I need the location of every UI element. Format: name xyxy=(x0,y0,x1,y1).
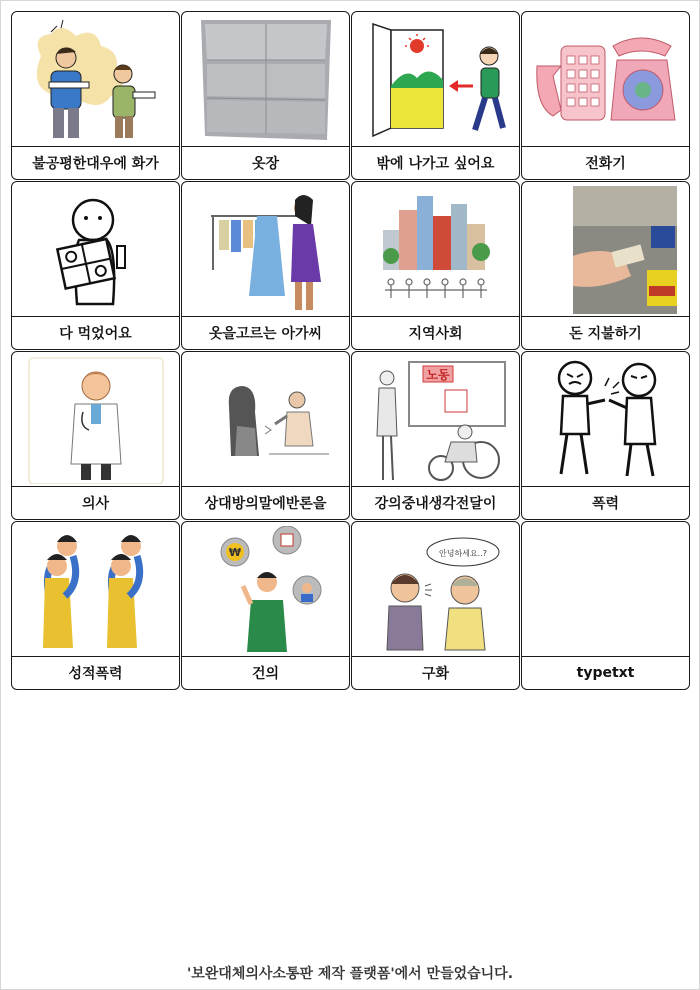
violence-icon xyxy=(522,352,689,488)
footer-credit: '보완대체의사소통판 제작 플랫폼'에서 만들었습니다. xyxy=(186,966,514,982)
community-icon xyxy=(352,182,519,318)
symbol-label: typetxt xyxy=(522,656,689,689)
symbol-card-paying[interactable] xyxy=(521,181,690,350)
symbol-card-lecture-opinion[interactable] xyxy=(351,351,520,520)
symbol-label: 의사 xyxy=(12,486,179,519)
suggestion-icon xyxy=(182,522,349,658)
symbol-label: 다 먹었어요 xyxy=(12,316,179,349)
speech-bubble-text: 안녕하세요..? xyxy=(438,549,487,558)
symbol-label: 밖에 나가고 싶어요 xyxy=(352,146,519,179)
paying-money-icon xyxy=(522,182,689,318)
symbol-label: 옷장 xyxy=(182,146,349,179)
lecture-opinion-icon xyxy=(352,352,519,488)
symbol-label: 불공평한대우에 화가 xyxy=(12,146,179,179)
symbol-card-speech[interactable] xyxy=(351,521,520,690)
symbol-label: 구화 xyxy=(352,656,519,689)
speech-icon xyxy=(352,522,519,658)
wardrobe-icon xyxy=(182,12,349,148)
empty-picture-area xyxy=(522,522,689,658)
sexual-violence-icon xyxy=(12,522,179,658)
counter-argument-icon xyxy=(182,352,349,488)
going-outside-icon xyxy=(352,12,519,148)
symbol-label: 옷을고르는 아가씨 xyxy=(182,316,349,349)
symbol-card-sexual-violence[interactable] xyxy=(11,521,180,690)
symbol-card-phone[interactable] xyxy=(521,11,690,180)
doctor-icon xyxy=(12,352,179,488)
symbol-card-suggestion[interactable] xyxy=(181,521,350,690)
choosing-clothes-icon xyxy=(182,182,349,318)
symbol-label: 강의중내생각전달이 xyxy=(352,486,519,519)
telephone-icon xyxy=(522,12,689,148)
symbol-board xyxy=(11,11,690,690)
symbol-label: 돈 지불하기 xyxy=(522,316,689,349)
symbol-card-violence[interactable] xyxy=(521,351,690,520)
finished-eating-icon xyxy=(12,182,179,318)
symbol-card-go-out[interactable] xyxy=(351,11,520,180)
symbol-label: 전화기 xyxy=(522,146,689,179)
symbol-card-finished-eating[interactable] xyxy=(11,181,180,350)
symbol-label: 상대방의말에반론을 xyxy=(182,486,349,519)
symbol-card-doctor[interactable] xyxy=(11,351,180,520)
symbol-label: 성적폭력 xyxy=(12,656,179,689)
symbol-card-counter-argument[interactable] xyxy=(181,351,350,520)
symbol-label: 지역사회 xyxy=(352,316,519,349)
symbol-label: 폭력 xyxy=(522,486,689,519)
symbol-card-typetxt[interactable] xyxy=(521,521,690,690)
symbol-card-choosing-clothes[interactable] xyxy=(181,181,350,350)
symbol-card-wardrobe[interactable] xyxy=(181,11,350,180)
symbol-card-angry[interactable] xyxy=(11,11,180,180)
won-coin-text: ₩ xyxy=(228,546,241,559)
symbol-card-community[interactable] xyxy=(351,181,520,350)
symbol-label: 건의 xyxy=(182,656,349,689)
board-sign-text: 노동 xyxy=(425,368,450,382)
angry-people-icon xyxy=(12,12,179,148)
